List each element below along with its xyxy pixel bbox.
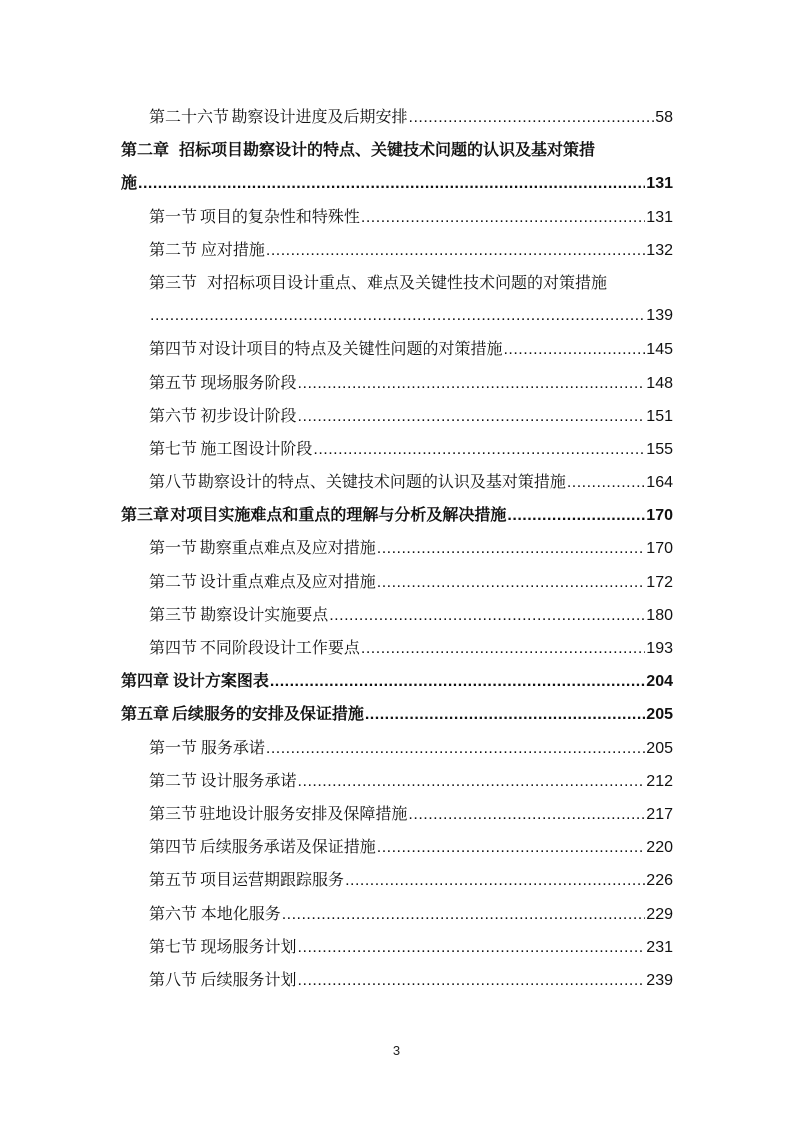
- toc-entry[interactable]: [121, 764, 673, 797]
- entry-page: 58: [655, 109, 673, 126]
- toc-entry[interactable]: [121, 266, 673, 299]
- table-of-contents: [121, 100, 673, 996]
- entry-title: 施工图设计阶段: [200, 438, 313, 458]
- leader-dots: [298, 931, 646, 963]
- toc-chapter-entry[interactable]: [121, 664, 673, 697]
- entry-page: 231: [646, 938, 673, 956]
- entry-title: 后续服务的安排及保证措施: [171, 704, 364, 724]
- entry-page: 193: [646, 640, 673, 657]
- entry-number: 第三章: [121, 505, 170, 525]
- entry-title: 设计服务承诺: [200, 770, 297, 790]
- entry-number: 第五节: [149, 372, 198, 392]
- entry-title: 对项目实施难点和重点的理解与分析及解决措施: [170, 505, 507, 525]
- entry-number: 第三节: [149, 604, 198, 624]
- leader-dots: [266, 234, 645, 266]
- toc-entry[interactable]: [121, 631, 673, 664]
- toc-entry[interactable]: [121, 465, 673, 498]
- entry-number: 第五章: [121, 704, 170, 724]
- toc-entry-continuation[interactable]: [121, 299, 673, 332]
- toc-chapter-entry[interactable]: [121, 498, 673, 531]
- leader-dots: [298, 765, 646, 797]
- entry-number: 第一节: [149, 737, 198, 757]
- entry-title: 后续服务计划: [200, 969, 297, 989]
- entry-page: 217: [646, 805, 673, 823]
- entry-title: 项目运营期跟踪服务: [200, 870, 345, 890]
- entry-number: 第三节: [149, 272, 198, 292]
- toc-entry[interactable]: [121, 797, 673, 830]
- entry-title: 后续服务承诺及保证措施: [199, 837, 376, 857]
- leader-dots: [150, 299, 645, 332]
- leader-dots: [365, 698, 645, 730]
- entry-page: 164: [646, 474, 673, 492]
- entry-page: 155: [646, 440, 673, 458]
- entry-number: 第四章: [121, 671, 170, 691]
- entry-title: 驻地设计服务安排及保障措施: [199, 803, 408, 823]
- toc-entry[interactable]: [121, 233, 673, 266]
- leader-dots: [313, 433, 645, 465]
- leader-dots: [409, 101, 655, 133]
- entry-title: 应对措施: [200, 239, 265, 259]
- entry-number: 第七节: [149, 438, 198, 458]
- entry-page: 170: [646, 540, 673, 558]
- entry-number: 第五节: [149, 870, 198, 890]
- entry-title: 设计方案图表: [172, 671, 269, 691]
- leader-dots: [298, 367, 646, 399]
- entry-number: 第二节: [149, 770, 198, 790]
- entry-number: 第八节: [149, 969, 198, 989]
- entry-page: 131: [646, 208, 673, 226]
- toc-chapter-entry-continuation[interactable]: [121, 166, 673, 199]
- entry-page: 151: [646, 407, 673, 425]
- leader-dots: [377, 532, 646, 564]
- leader-dots: [503, 333, 645, 365]
- entry-number: 第四节: [149, 837, 198, 857]
- entry-number: 第四节: [149, 638, 198, 657]
- entry-title: 勘察重点难点及应对措施: [199, 538, 376, 558]
- leader-dots: [567, 466, 645, 498]
- leader-dots: [361, 201, 645, 233]
- leader-dots: [282, 898, 646, 930]
- leader-dots: [345, 864, 645, 896]
- toc-chapter-entry[interactable]: [121, 133, 673, 166]
- entry-page: 148: [646, 374, 673, 392]
- leader-dots: [298, 400, 646, 432]
- entry-page: 205: [646, 706, 673, 724]
- entry-page: 229: [646, 905, 673, 923]
- toc-entry[interactable]: [121, 366, 673, 399]
- leader-dots: [329, 599, 645, 631]
- toc-entry[interactable]: [121, 200, 673, 233]
- entry-number: 第一节: [149, 538, 198, 558]
- toc-entry[interactable]: [121, 565, 673, 598]
- entry-page: 132: [646, 241, 673, 259]
- toc-entry[interactable]: [121, 332, 673, 365]
- entry-page: 170: [646, 507, 673, 525]
- entry-number: 第二十六节: [149, 107, 230, 126]
- entry-title: 现场服务阶段: [200, 372, 297, 392]
- toc-entry[interactable]: [121, 930, 673, 963]
- entry-number: 第七节: [149, 936, 198, 956]
- entry-title: 服务承诺: [200, 737, 265, 757]
- toc-entry[interactable]: [121, 731, 673, 764]
- toc-entry[interactable]: [121, 830, 673, 863]
- entry-title: 勘察设计实施要点: [200, 604, 329, 624]
- entry-title: 招标项目勘察设计的特点、关键技术问题的认识及基对策措: [179, 140, 596, 160]
- entry-page: 145: [646, 341, 673, 359]
- entry-page: 239: [646, 971, 673, 989]
- entry-page: 220: [646, 839, 673, 857]
- toc-entry[interactable]: [121, 432, 673, 465]
- entry-number: 第一节: [149, 206, 198, 226]
- toc-entry[interactable]: [121, 399, 673, 432]
- entry-title-continuation: 施: [121, 173, 138, 193]
- leader-dots: [408, 798, 645, 830]
- entry-page: 172: [646, 573, 673, 591]
- entry-title: 勘察设计进度及后期安排: [231, 107, 408, 126]
- leader-dots: [270, 665, 645, 697]
- leader-dots: [266, 732, 645, 764]
- entry-number: 第四节: [149, 339, 198, 359]
- entry-page: 180: [646, 606, 673, 624]
- entry-title: 不同阶段设计工作要点: [199, 638, 360, 657]
- entry-title: 现场服务计划: [200, 936, 297, 956]
- entry-page: 204: [646, 673, 673, 691]
- entry-page: 226: [646, 872, 673, 890]
- leader-dots: [361, 632, 645, 664]
- entry-title: 本地化服务: [200, 903, 281, 923]
- leader-dots: [377, 831, 646, 863]
- page-number: 3: [392, 1043, 401, 1058]
- entry-number: 第二节: [149, 571, 198, 591]
- entry-title: 对招标项目设计重点、难点及关键性技术问题的对策措施: [207, 272, 608, 292]
- toc-chapter-entry[interactable]: [121, 697, 673, 730]
- entry-number: 第二节: [149, 239, 198, 259]
- leader-dots: [298, 964, 646, 996]
- entry-title: 初步设计阶段: [200, 405, 297, 425]
- entry-number: 第六节: [149, 903, 198, 923]
- leader-dots: [377, 566, 646, 598]
- entry-number: 第六节: [149, 405, 198, 425]
- toc-entry[interactable]: [121, 531, 673, 564]
- toc-entry[interactable]: [121, 100, 673, 133]
- entry-page: 212: [646, 772, 673, 790]
- toc-entry[interactable]: [121, 963, 673, 996]
- entry-page: 139: [646, 307, 673, 325]
- leader-dots: [507, 499, 645, 531]
- entry-title: 勘察设计的特点、关键技术问题的认识及基对策措施: [197, 472, 566, 492]
- entry-page: 205: [646, 739, 673, 757]
- leader-dots: [138, 167, 645, 199]
- entry-number: 第二章: [121, 140, 170, 160]
- toc-entry[interactable]: [121, 863, 673, 896]
- entry-title: 对设计项目的特点及关键性问题的对策措施: [198, 339, 503, 359]
- entry-title: 设计重点难点及应对措施: [199, 571, 376, 591]
- toc-entry[interactable]: [121, 598, 673, 631]
- entry-page: 131: [646, 175, 673, 193]
- entry-title: 项目的复杂性和特殊性: [199, 206, 360, 226]
- entry-number: 第三节: [149, 803, 198, 823]
- toc-entry[interactable]: [121, 897, 673, 930]
- entry-number: 第八节: [149, 472, 198, 492]
